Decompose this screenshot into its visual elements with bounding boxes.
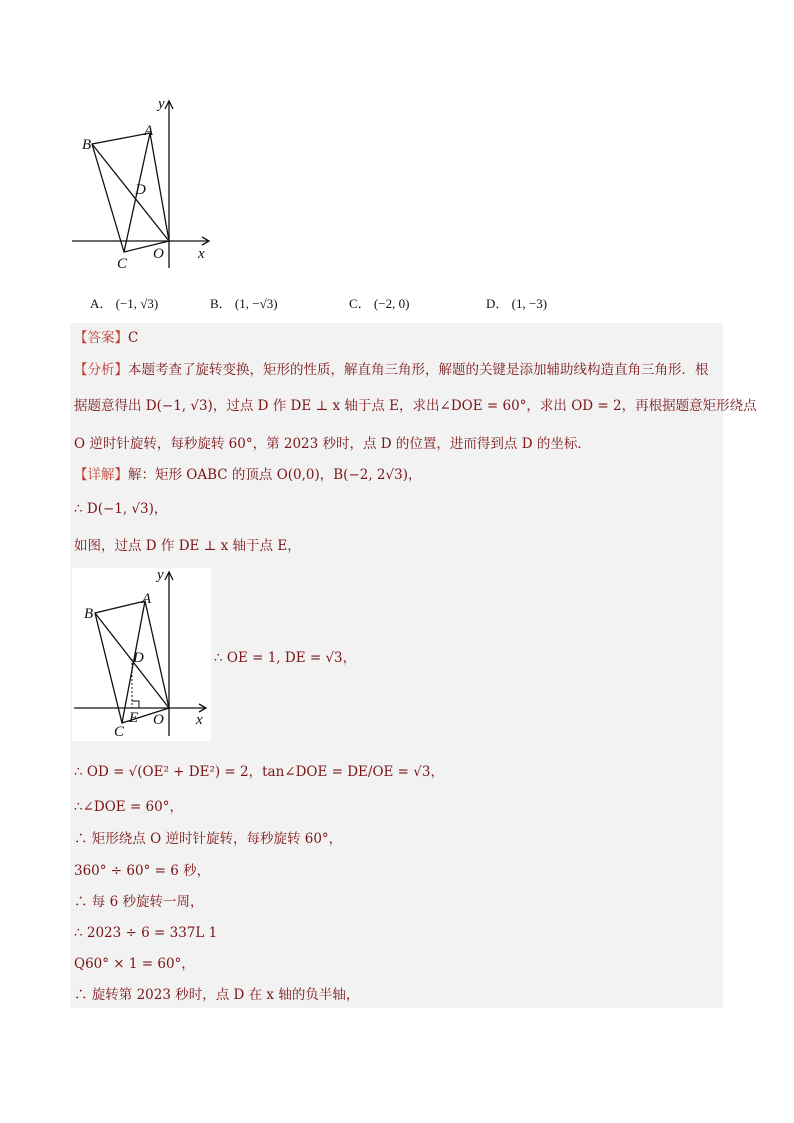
option-d[interactable]: D． (1, −3) [486, 296, 548, 311]
point-b-label: B [82, 137, 92, 153]
analysis-line-1: 【分析】本题考查了旋转变换，矩形的性质，解直角三角形，解题的关键是添加辅助线构造直角三角形．根 [74, 362, 709, 378]
point-o-label: O [153, 246, 164, 262]
point-a-label: A [144, 123, 154, 139]
point-c-label: C [117, 256, 128, 272]
figure-side-text: ∴ OE = 1, DE = √3， [214, 650, 357, 666]
point-b-label-2: B [84, 606, 94, 622]
detail-line-3: 如图，过点 D 作 DE ⊥ x 轴于点 E， [74, 538, 301, 554]
point-d-label-2: D [133, 650, 144, 666]
answer-value: C [128, 330, 139, 346]
x-axis-label: x [198, 246, 205, 262]
detail-line-8: ∴ 每 6 秒旋转一周， [74, 894, 204, 910]
option-c[interactable]: C． (−2, 0) [349, 296, 410, 311]
detail-line-1: 【详解】解：矩形 OABC 的顶点 O(0,0)，B(−2, 2√3)， [74, 467, 422, 483]
analysis-line-3: O 逆时针旋转，每秒旋转 60°，第 2023 秒时，点 D 的位置，进而得到点 D 的坐标． [74, 436, 591, 452]
detail-line-2: ∴ D(−1, √3)， [74, 501, 168, 517]
detail-line-7: 360° ÷ 60° = 6 秒， [74, 863, 211, 879]
x-axis-label-2: x [196, 712, 203, 728]
y-axis-label: y [158, 96, 165, 112]
figure-rectangle-rotation [60, 90, 220, 280]
detail-line-4: ∴ OD = √(OE² + DE²) = 2，tan∠DOE = DE/OE = √3， [74, 764, 444, 780]
point-o-label-2: O [153, 712, 164, 728]
y-axis-label-2: y [157, 568, 164, 583]
figure-with-perpendicular [72, 568, 211, 741]
point-d-label: D [135, 182, 146, 198]
option-a[interactable]: A． (−1, √3) [90, 296, 159, 311]
detail-line-6: ∴ 矩形绕点 O 逆时针旋转，每秒旋转 60°， [74, 831, 343, 847]
detail-line-9: ∴ 2023 ÷ 6 = 337L 1 [74, 925, 218, 941]
detail-line-5: ∴∠DOE = 60°， [74, 799, 183, 815]
option-b[interactable]: B． (1, −√3) [210, 296, 278, 311]
detail-line-11: ∴ 旋转第 2023 秒时，点 D 在 x 轴的负半轴， [74, 987, 360, 1003]
detail-line-10: Q60° × 1 = 60°， [74, 956, 195, 972]
point-a-label-2: A [142, 591, 152, 607]
analysis-line-2: 据题意得出 D(−1, √3)，过点 D 作 DE ⊥ x 轴于点 E，求出∠DOE = 60°，求出 OD = 2，再根据题意矩形绕点 [74, 398, 757, 414]
point-c-label-2: C [114, 724, 125, 740]
point-e-label-2: E [129, 710, 139, 726]
answer-line: 【答案】C [74, 330, 139, 346]
